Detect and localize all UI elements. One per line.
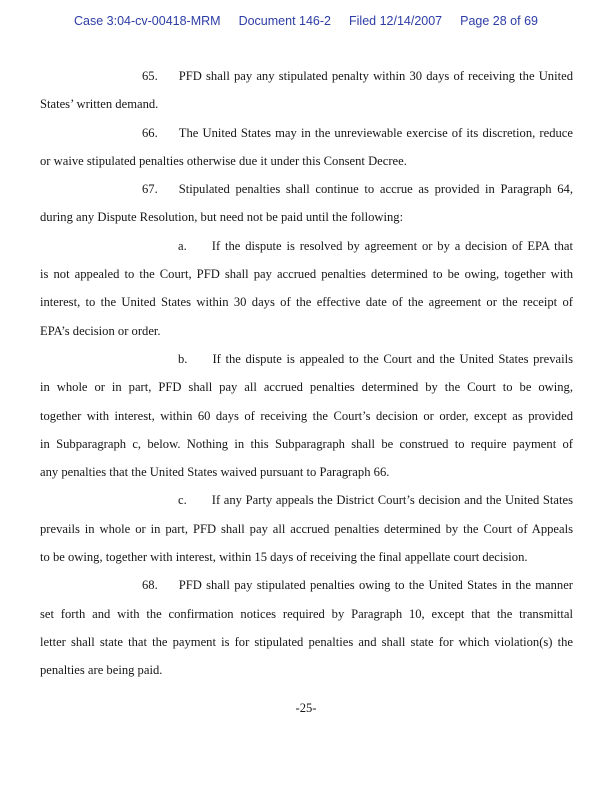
body-line (40, 486, 573, 514)
body-line (40, 203, 573, 231)
subparagraph-letter: c. (178, 493, 187, 508)
line-text: or waive stipulated penalties otherwise due it under this Consent Decree. (40, 153, 407, 168)
line-text: to be owing, together with interest, within 15 days of receiving the final appellate court decision. (40, 550, 528, 565)
subparagraph-letter: a. (178, 238, 187, 253)
filed-date: Filed 12/14/2007 (349, 14, 443, 28)
paragraph-65 (40, 62, 573, 119)
line-text: any penalties that the United States waived pursuant to Paragraph 66. (40, 465, 390, 480)
body-line (40, 543, 573, 571)
line-text: If the dispute is resolved by agreement or by a decision of EPA that (211, 238, 573, 253)
page-number: -25- (295, 701, 317, 715)
line-text: letter shall state that the payment is for stipulated penalties and shall state for which violation(s) the (40, 634, 573, 649)
body-line (40, 515, 573, 543)
case-number: Case 3:04-cv-00418-MRM (73, 14, 221, 28)
body-line (40, 458, 573, 486)
body-line (40, 656, 573, 684)
body-line (40, 90, 573, 118)
document-number: Document 146-2 (238, 14, 331, 28)
body-line (40, 373, 573, 401)
line-text: interest, to the United States within 30 days of the effective date of the agreement or the receipt of (40, 295, 573, 310)
body-line (40, 628, 573, 656)
line-text: prevails in whole or in part, PFD shall pay all accrued penalties determined by the Court of Appeals (40, 521, 573, 536)
line-text: PFD shall pay any stipulated penalty within 30 days of receiving the United (178, 69, 573, 83)
paragraph-66 (40, 119, 573, 176)
subparagraph-letter: b. (178, 351, 188, 366)
document-body (40, 62, 573, 685)
paragraph-number: 68. (142, 578, 158, 593)
page-number-footer (0, 701, 612, 716)
paragraph-number: 67. (142, 182, 158, 197)
body-line (40, 317, 573, 345)
line-text: PFD shall pay stipulated penalties owing to the United States in the manner (178, 578, 573, 593)
paragraph-number: 65. (142, 69, 158, 83)
body-line (40, 345, 573, 373)
paragraph-67 (40, 175, 573, 232)
line-text: penalties are being paid. (40, 663, 163, 678)
line-text: in whole or in part, PFD shall pay all accrued penalties determined by the Court to be owing, (40, 380, 573, 395)
body-line (40, 288, 573, 316)
body-line (40, 62, 573, 90)
body-line (40, 147, 573, 175)
body-line (40, 119, 573, 147)
paragraph-68 (40, 571, 573, 684)
page-info: Page 28 of 69 (460, 14, 538, 28)
body-line (40, 232, 573, 260)
body-line (40, 402, 573, 430)
line-text: If the dispute is appealed to the Court and the United States prevails (212, 351, 573, 366)
line-text: during any Dispute Resolution, but need not be paid until the following: (40, 210, 404, 225)
line-text: together with interest, within 60 days of receiving the Court’s decision or order, except as provided (40, 408, 573, 423)
paragraph-number: 66. (142, 125, 158, 140)
subparagraph-c (40, 486, 573, 571)
line-text: is not appealed to the Court, PFD shall pay accrued penalties determined to be owing, together with (40, 267, 573, 282)
body-line (40, 260, 573, 288)
line-text: States’ written demand. (40, 97, 159, 112)
body-line (40, 600, 573, 628)
body-line (40, 571, 573, 599)
line-text: EPA’s decision or order. (40, 323, 161, 338)
subparagraph-a (40, 232, 573, 345)
line-text: set forth and with the confirmation notices required by Paragraph 10, except that the transmittal (40, 606, 573, 621)
body-line (40, 430, 573, 458)
subparagraph-b (40, 345, 573, 486)
body-line (40, 175, 573, 203)
line-text: in Subparagraph c, below. Nothing in this Subparagraph shall be construed to require payment of (40, 436, 573, 451)
pacer-header (0, 14, 612, 28)
line-text: If any Party appeals the District Court’s decision and the United States (211, 493, 573, 508)
line-text: The United States may in the unreviewable exercise of its discretion, reduce (178, 125, 573, 140)
line-text: Stipulated penalties shall continue to accrue as provided in Paragraph 64, (178, 182, 573, 197)
